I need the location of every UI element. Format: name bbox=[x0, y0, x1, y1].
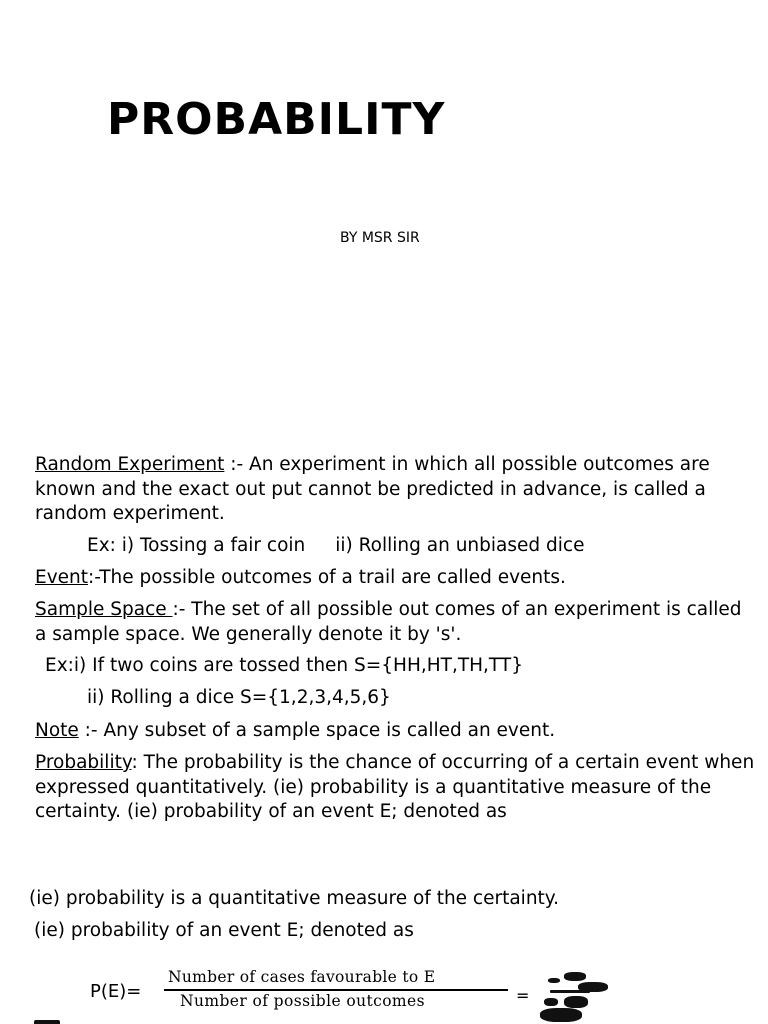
fraction-bar bbox=[164, 989, 508, 991]
repeat-line-1: (ie) probability is a quantitative measure of the certainty. bbox=[29, 888, 559, 909]
event-term: Event bbox=[35, 567, 88, 588]
author-line: BY MSR SIR bbox=[340, 230, 420, 246]
sample-space-term: Sample Space bbox=[35, 599, 173, 620]
probability-formula-image bbox=[30, 962, 768, 1024]
event-definition bbox=[35, 566, 566, 591]
example-1 bbox=[87, 534, 584, 559]
formula-denominator: Number of possible outcomes bbox=[180, 992, 425, 1010]
cut-off-text-fragment bbox=[34, 1020, 60, 1024]
note-text: :- Any subset of a sample space is called an event. bbox=[78, 720, 556, 741]
random-experiment-text: :- An experiment in which all possible outcomes are known and the exact out put cannot be predicted in advance, is called a random experiment. bbox=[35, 454, 710, 524]
probability-definition bbox=[35, 751, 760, 825]
page-title: PROBABILITY bbox=[107, 94, 446, 145]
repeat-line-2: (ie) probability of an event E; denoted as bbox=[34, 920, 414, 941]
example-2-line-2: ii) Rolling a dice S={1,2,3,4,5,6} bbox=[87, 687, 391, 708]
probability-term: Probability bbox=[35, 752, 132, 773]
event-text: :-The possible outcomes of a trail are called events. bbox=[88, 567, 566, 588]
note-definition bbox=[35, 719, 555, 744]
example-2-line-1: Ex:i) If two coins are tossed then S={HH,HT,TH,TT} bbox=[45, 655, 523, 676]
formula-lhs: P(E)= bbox=[90, 981, 142, 1002]
random-experiment-definition bbox=[35, 453, 755, 527]
sample-space-definition bbox=[35, 598, 755, 647]
sample-space-text: :- The set of all possible out comes of an experiment is called a sample space. We generally denote it by 's'. bbox=[35, 599, 742, 645]
example-1-part-2: ii) Rolling an unbiased dice bbox=[335, 535, 585, 556]
formula-numerator: Number of cases favourable to E bbox=[168, 968, 436, 986]
example-1-part-1: Ex: i) Tossing a fair coin bbox=[87, 535, 306, 556]
note-term: Note bbox=[35, 720, 79, 741]
formula-equals: = bbox=[516, 986, 530, 1005]
random-experiment-term: Random Experiment bbox=[35, 454, 225, 475]
probability-text: : The probability is the chance of occurring of a certain event when expressed quantitatively. (ie) probability is a quantitative measure of the certainty. (ie) probability of an event E; denoted as bbox=[35, 752, 755, 822]
